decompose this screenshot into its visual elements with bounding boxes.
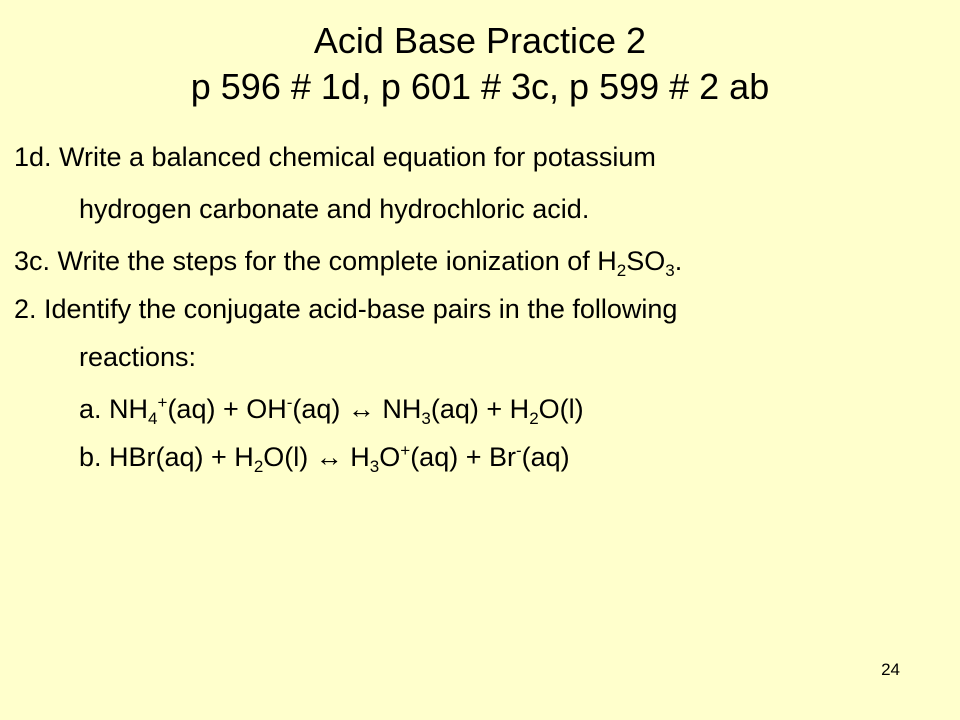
question-2-line-1: 2. Identify the conjugate acid-base pairs in the following [14,294,678,324]
subscript: 3 [369,457,380,476]
subscript: 2 [529,409,539,428]
question-1d-line-2: hydrogen carbonate and hydrochloric acid. [79,194,590,224]
subscript: 3 [421,409,431,428]
superscript: - [515,441,522,460]
question-3c-end: . [674,246,683,276]
reaction-b-part: (aq) [521,442,570,472]
reaction-a-part: O(l) [538,394,584,424]
reaction-a-part: a. NH [79,394,149,424]
question-3c-mid: SO [626,246,666,276]
reaction-b-part: (aq) + Br [410,442,516,472]
reaction-b-part: O(l) ↔ H [263,442,370,472]
question-1d-line-1: 1d. Write a balanced chemical equation for potassium [14,142,656,172]
slide-title [0,18,960,110]
subscript: 2 [253,457,264,476]
reaction-a [79,392,584,426]
question-2-line-2: reactions: [79,342,197,372]
reaction-a-part: (aq) ↔ NH [292,394,422,424]
reaction-b-part: O [379,442,401,472]
subscript: 2 [616,261,627,280]
subscript: 4 [148,409,158,428]
reaction-a-part: (aq) + OH [167,394,287,424]
reaction-b [79,440,570,474]
reaction-b-part: b. HBr(aq) + H [79,442,254,472]
subscript: 3 [665,261,675,280]
reaction-a-part: (aq) + H [430,394,530,424]
title-line-2: p 596 # 1d, p 601 # 3c, p 599 # 2 ab [190,66,770,107]
superscript: - [286,393,293,412]
superscript: + [400,441,411,460]
question-3c-prefix: 3c. Write the steps for the complete ionization of H [14,246,617,276]
superscript: + [157,393,168,412]
title-line-1: Acid Base Practice 2 [313,20,647,61]
question-3c [14,244,682,278]
page-number: 24 [881,660,900,679]
